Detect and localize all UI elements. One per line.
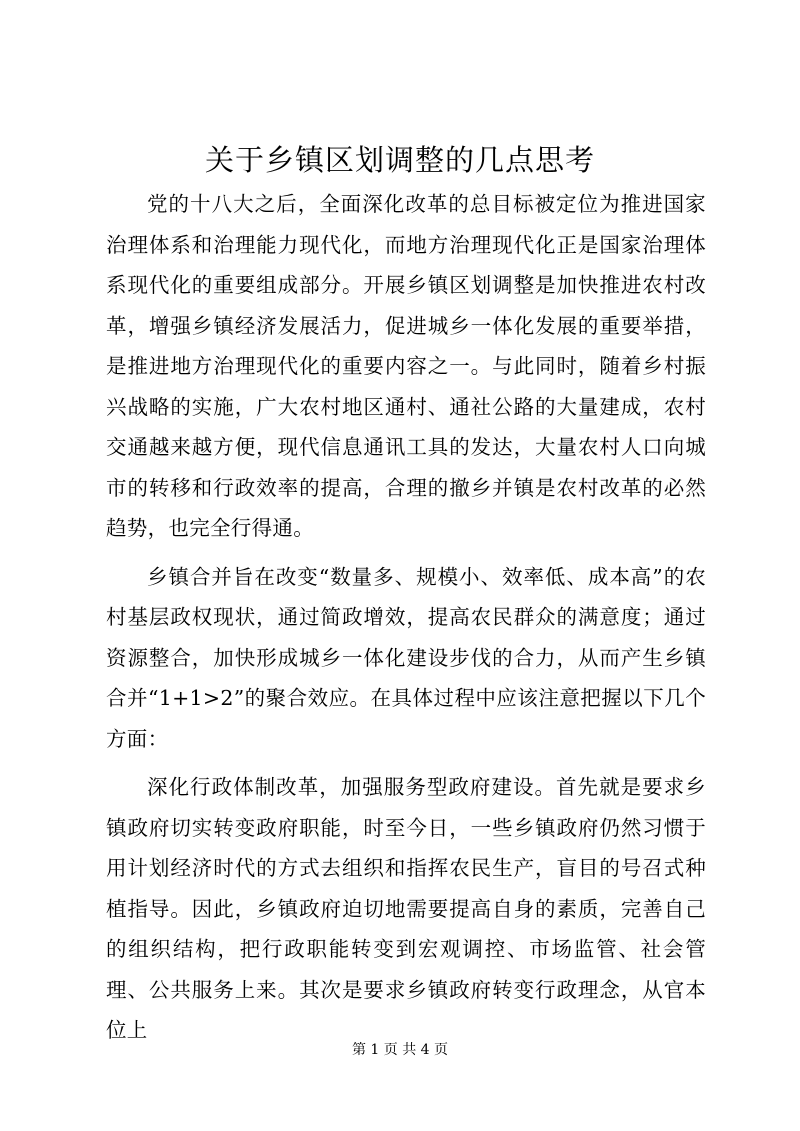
document-body bbox=[106, 184, 706, 1059]
paragraph-1: 党的十八大之后，全面深化改革的总目标被定位为推进国家治理体系和治理能力现代化，而地方治理现代化正是国家治理体系现代化的重要组成部分。开展乡镇区划调整是加快推进农村改革，增强乡镇经济发展活力，促进城乡一体化发展的重要举措，是推进地方治理现代化的重要内容之一。与此同时，随着乡村振兴战略的实施，广大农村地区通村、通社公路的大量建成，农村交通越来越方便，现代信息通讯工具的发达，大量农村人口向城市的转移和行政效率的提高，合理的撤乡并镇是农村改革的必然趋势，也完全行得通。 bbox=[106, 192, 706, 540]
page-footer: 第 1 页 共 4 页 bbox=[351, 1042, 449, 1058]
paragraph-3: 深化行政体制改革，加强服务型政府建设。首先就是要求乡镇政府切实转变政府职能，时至今日，一些乡镇政府仍然习惯于用计划经济时代的方式去组织和指挥农民生产，盲目的号召式种植指导。因此，乡镇政府迫切地需要提高自身的素质，完善自己的组织结构，把行政职能转变到宏观调控、市场监管、社会管理、公共服务上来。其次是要求乡镇政府转变行政理念，从官本位上 bbox=[106, 775, 706, 1042]
document-title: 关于乡镇区划调整的几点思考 bbox=[204, 143, 595, 177]
paragraph-2: 乡镇合并旨在改变“数量多、规模小、效率低、成本高”的农村基层政权现状，通过简政增效，提高农民群众的满意度；通过资源整合，加快形成城乡一体化建设步伐的合力，从而产生乡镇合并“1+1>2”的聚合效应。在具体过程中应该注意把握以下几个方面： bbox=[106, 564, 706, 751]
